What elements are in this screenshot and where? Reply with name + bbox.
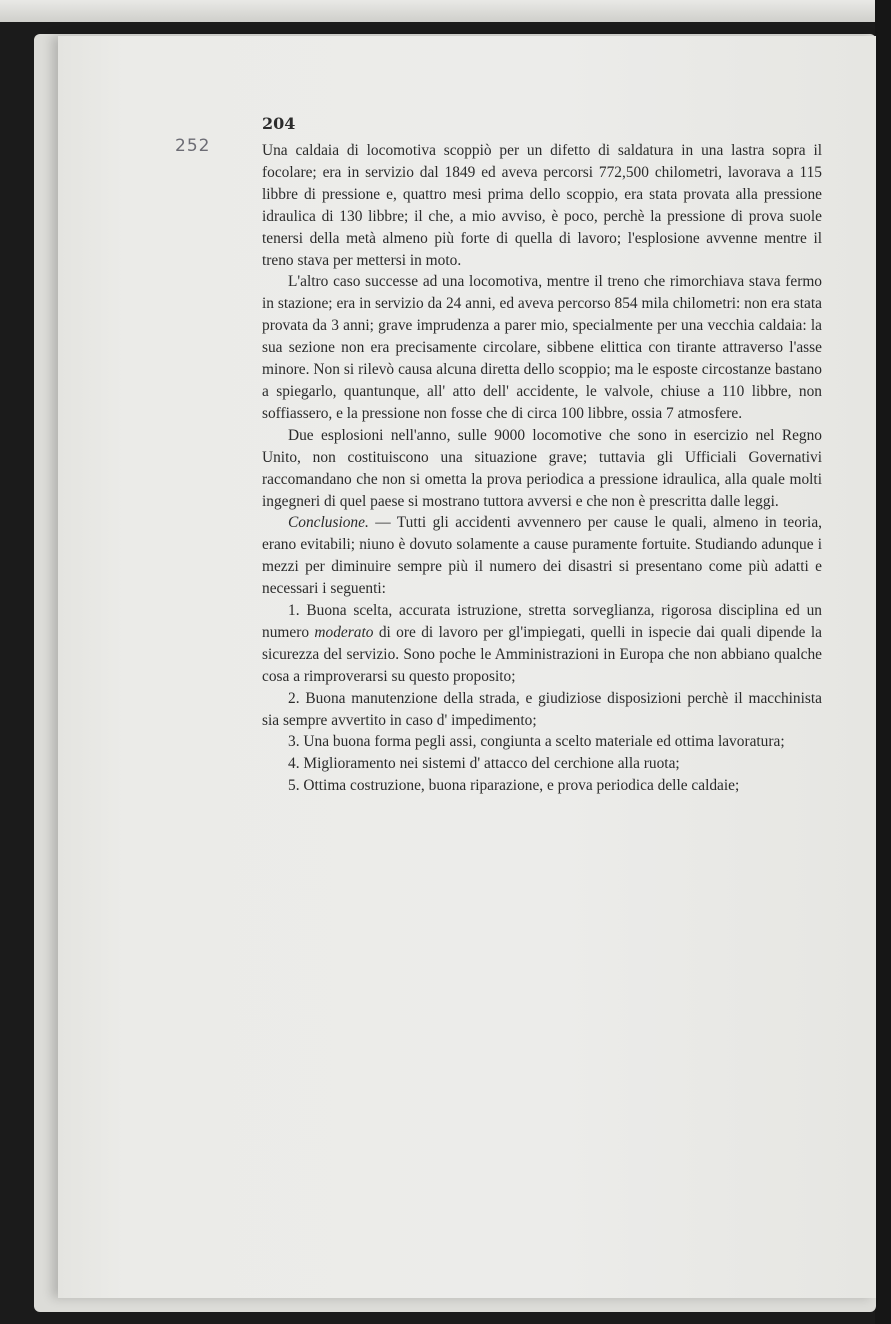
list-item-1-text-b: di ore di lavoro per gl'impiegati, quelli in ispecie dai quali dipende la sicurezza del servizio. Sono poche le Amministrazioni in Europa che non abbiano qualche cosa a rimproverarsi su questo proposito; (262, 623, 822, 685)
page-number: 204 (262, 114, 296, 133)
conclusion-heading: Conclusione. (288, 514, 369, 532)
scan-top-edge (0, 0, 891, 22)
paragraph-3: Due esplosioni nell'anno, sulle 9000 locomotive che sono in esercizio nel Regno Unito, non costituiscono una situazione grave; tuttavia gli Ufficiali Governativi raccomandano che non si ometta la prova periodica a pressione idraulica, alla quale molti ingegneri di quel paese si mostrano tuttora avversi e che non è prescritta dalle leggi. (262, 426, 822, 510)
list-item-1 (262, 600, 822, 688)
list-item-4: 4. Miglioramento nei sistemi d' attacco del cerchione alla ruota; (288, 755, 680, 773)
list-item-1-text-a: 1. Buona scelta, accurata istruzione, stretta sorveglianza, rigorosa disciplina ed un numero (262, 602, 822, 641)
list-item-5: 5. Ottima costruzione, buona riparazione, e prova periodica delle caldaie; (288, 777, 740, 795)
paragraph-conclusion (262, 512, 822, 600)
paragraph-1: Una caldaia di locomotiva scoppiò per un difetto di saldatura in una lastra sopra il focolare; era in servizio dal 1849 ed aveva percorsi 772,500 chilometri, lavorava a 115 libbre di pressione e, quattro mesi prima dello scoppio, era stata provata alla pressione idraulica di 130 libbre; il che, a mio avviso, è poco, perchè la pressione di prova suole tenersi della metà almeno più forte di quella di lavoro; l'esplosione avvenne mentre il treno stava per mettersi in moto. (262, 142, 822, 269)
list-item-2: 2. Buona manutenzione della strada, e giudiziose disposizioni perchè il macchinista sia sempre avvertito in caso d' impedimento; (262, 689, 822, 729)
scan-right-edge (875, 0, 891, 1324)
list-item-3: 3. Una buona forma pegli assi, congiunta a scelto materiale ed ottima lavoratura; (288, 733, 785, 751)
list-item-1-emphasis: moderato (314, 623, 374, 641)
page-body (262, 140, 822, 797)
handwritten-margin-note: 252 (175, 136, 211, 156)
paragraph-2: L'altro caso successe ad una locomotiva, mentre il treno che rimorchiava stava fermo in stazione; era in servizio da 24 anni, ed aveva percorso 854 mila chilometri: non era stata provata da 3 anni; grave imprudenza a parer mio, specialmente per una vecchia caldaia: la sua sezione non era precisamente circolare, sibbene elittica con tirante attraverso l'asse minore. Non si rilevò causa alcuna diretta dello scoppio; ma le esposte circostanze bastano a spiegarlo, quantunque, all' atto dell' accidente, le valvole, chiuse a 110 libbre, non soffiassero, e la pressione non fosse che di circa 100 libbre, ossia 7 atmosfere. (262, 273, 822, 422)
conclusion-text: — Tutti gli accidenti avvennero per cause le quali, almeno in teoria, erano evitabili; niuno è dovuto solamente a cause puramente fortuite. Studiando adunque i mezzi per diminuire sempre più il numero dei disastri si presentano come più adatti e necessari i seguenti: (262, 514, 822, 598)
